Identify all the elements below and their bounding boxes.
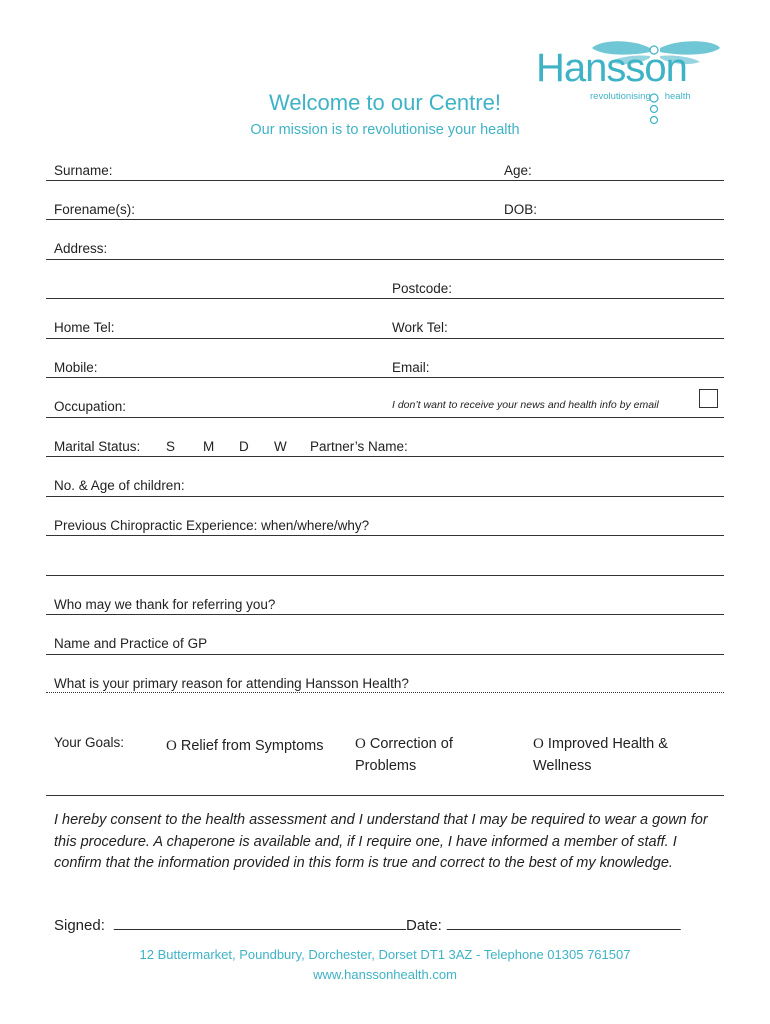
email-optout-label: I don’t want to receive your news and health info by email <box>392 399 659 411</box>
forename-label: Forename(s): <box>54 202 136 217</box>
dob-label: DOB: <box>504 202 538 217</box>
logo-tagline-left: revolutionising <box>590 91 651 102</box>
work-tel-label: Work Tel: <box>392 320 448 335</box>
page-subtitle: Our mission is to revolutionise your health <box>250 122 520 138</box>
logo-tagline-right: health <box>664 91 691 102</box>
logo-wordmark: Hansson <box>536 46 687 90</box>
email-label: Email: <box>392 360 430 375</box>
goal-wellness[interactable] <box>533 733 668 777</box>
mobile-email-field[interactable] <box>46 377 724 378</box>
occupation-field[interactable] <box>46 417 724 418</box>
marital-option-s[interactable]: S <box>166 439 176 454</box>
chiro-experience-field[interactable] <box>46 535 724 536</box>
signature-field[interactable]: ___________________________________ <box>114 914 406 931</box>
postcode-label: Postcode: <box>392 281 453 296</box>
goal-wellness-text-1: Improved Health & <box>547 736 668 752</box>
chiro-experience-field-2[interactable] <box>46 575 724 576</box>
goal-correction-text-1: Correction of <box>369 736 453 752</box>
gp-field[interactable] <box>46 654 724 655</box>
goals-label: Your Goals: <box>54 735 125 750</box>
children-label: No. & Age of children: <box>54 478 185 493</box>
goal-relief-bullet: O <box>166 738 177 754</box>
goal-wellness-bullet: O <box>533 736 544 752</box>
referral-label: Who may we thank for referring you? <box>54 597 276 612</box>
date-label: Date: <box>406 917 442 934</box>
gp-label: Name and Practice of GP <box>54 636 208 651</box>
chiro-experience-label: Previous Chiropractic Experience: when/where/why? <box>54 518 370 533</box>
surname-label: Surname: <box>54 163 113 178</box>
goal-relief-text: Relief from Symptoms <box>180 738 324 754</box>
goal-relief[interactable] <box>166 735 323 757</box>
postcode-field[interactable] <box>46 298 724 299</box>
marital-status-label: Marital Status: <box>54 439 141 454</box>
age-label: Age: <box>504 163 532 178</box>
consent-statement: I hereby consent to the health assessment and I understand that I may be required to wear a gown for this procedure. A chaperone is available and, if I require one, I have informed a member of staff. I confirm that the information provided in this form is true and correct to the best of my knowledge. <box>54 812 708 871</box>
forename-field[interactable] <box>46 219 724 220</box>
footer-address: 12 Buttermarket, Poundbury, Dorchester, Dorset DT1 3AZ - Telephone 01305 761507 <box>139 947 631 962</box>
children-field[interactable] <box>46 496 724 497</box>
goal-correction[interactable] <box>355 733 453 777</box>
goals-divider <box>46 795 724 796</box>
mobile-label: Mobile: <box>54 360 98 375</box>
partner-name-label: Partner’s Name: <box>310 439 408 454</box>
marital-option-m[interactable]: M <box>203 439 215 454</box>
address-label: Address: <box>54 241 108 256</box>
referral-field[interactable] <box>46 614 724 615</box>
address-field[interactable] <box>46 259 724 260</box>
marital-option-d[interactable]: D <box>239 439 249 454</box>
goal-wellness-text-2: Wellness <box>533 758 592 774</box>
tel-field[interactable] <box>46 338 724 339</box>
signed-label: Signed: <box>54 917 105 934</box>
date-field[interactable]: ____________________________ <box>447 914 681 931</box>
goal-correction-bullet: O <box>355 736 366 752</box>
page-title: Welcome to our Centre! <box>269 90 501 115</box>
primary-reason-label: What is your primary reason for attending Hansson Health? <box>54 676 409 691</box>
marital-field[interactable] <box>46 456 724 457</box>
footer-website[interactable]: www.hanssonhealth.com <box>313 967 457 982</box>
email-optout-checkbox[interactable] <box>699 389 718 408</box>
primary-reason-field[interactable] <box>46 692 724 693</box>
goal-correction-text-2: Problems <box>355 758 417 774</box>
occupation-label: Occupation: <box>54 399 127 414</box>
home-tel-label: Home Tel: <box>54 320 115 335</box>
surname-field[interactable] <box>46 180 724 181</box>
marital-option-w[interactable]: W <box>274 439 287 454</box>
